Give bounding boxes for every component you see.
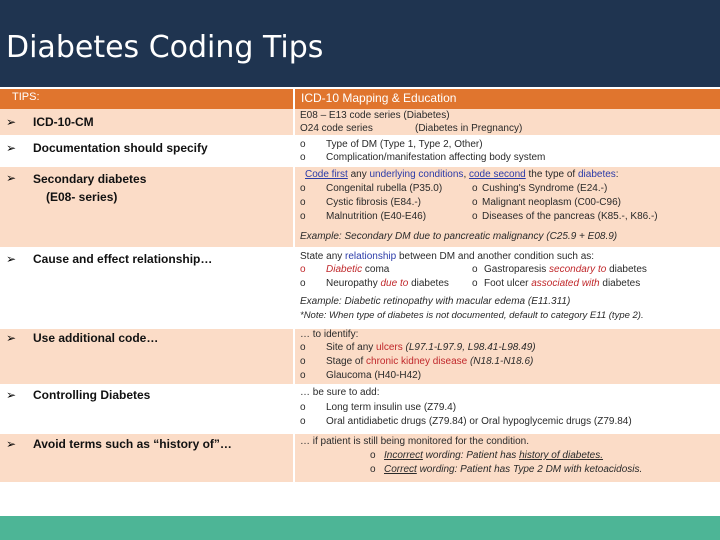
tip-label: Use additional code… [33, 331, 159, 345]
mapping-line: o Incorrect wording: Patient has history of diabetes. [370, 450, 604, 461]
arrow-bullet-icon: ➢ [6, 171, 17, 185]
mapping-header [295, 89, 720, 109]
table-row: ➢ Use additional code… … to identify: o Site of any ulcers (L97.1-L97.9, L98.41-L98.49) o Stage of chronic kidney disease (N18.1-N18.6) o Glaucoma (H40-H42) [0, 329, 720, 384]
arrow-bullet-icon: ➢ [6, 252, 17, 266]
tip-label: Avoid terms such as “history of”… [33, 437, 232, 451]
arrow-bullet-icon: ➢ [6, 437, 17, 451]
mapping-line: Code first any underlying conditions, code second the type of diabetes: [305, 169, 619, 180]
tip-label: Documentation should specify [33, 141, 208, 155]
table-row: ➢ Documentation should specify o Type of DM (Type 1, Type 2, Other) o Complication/manifestation affecting body system [0, 137, 720, 165]
mapping-line: State any relationship between DM and another condition such as: [300, 251, 595, 262]
tips-header-label: TIPS: [12, 91, 40, 103]
mapping-line: o Correct wording: Patient has Type 2 DM with ketoacidosis. [370, 464, 643, 475]
tip-label: Cause and effect relationship… [33, 252, 213, 266]
table-row [0, 109, 720, 135]
mapping-example: Example: Diabetic retinopathy with macular edema (E11.311) [300, 296, 571, 307]
arrow-bullet-icon: ➢ [6, 141, 17, 155]
arrow-bullet-icon: ➢ [6, 115, 17, 129]
arrow-bullet-icon: ➢ [6, 388, 17, 402]
mapping-line: … to identify: [300, 329, 359, 340]
table-row: ➢ Secondary diabetes (E08- series) Code first any underlying conditions, code second the type of diabetes: o Congenital rubella (P35.0) o Cushing's Syndrome (E24.-) o Cystic fibrosis (E84.-) o Malignant neoplasm (C00-C96) o Malnutrition (E40-E46) o Diseases of the pancreas (K85.-, K86.-) Example: Secondary DM due to pancreatic malignancy (C25.9 + E08.9) [0, 167, 720, 247]
mapping-line: E08 – E13 code series (Diabetes) [300, 110, 450, 121]
mapping-line: … if patient is still being monitored for the condition. [300, 436, 530, 447]
mapping-line: O24 code series (Diabetes in Pregnancy) [300, 123, 523, 134]
title-bar [0, 0, 720, 87]
mapping-header-label: ICD-10 Mapping & Education [301, 91, 457, 105]
slide-title: Diabetes Coding Tips [6, 30, 324, 65]
tip-label: Secondary diabetes [33, 172, 147, 186]
mapping-example: Example: Secondary DM due to pancreatic malignancy (C25.9 + E08.9) [300, 231, 618, 242]
tip-label: Controlling Diabetes [33, 388, 151, 402]
tip-sublabel: (E08- series) [46, 190, 118, 204]
mapping-line: … be sure to add: [300, 387, 380, 398]
table-row [0, 434, 720, 482]
arrow-bullet-icon: ➢ [6, 331, 17, 345]
tip-label: ICD-10-CM [33, 115, 94, 129]
table-row: ➢ Controlling Diabetes … be sure to add: o Long term insulin use (Z79.4) o Oral antidiabetic drugs (Z79.84) or Oral hypoglycemic drugs (Z79.84) [0, 386, 720, 432]
tips-header [0, 89, 293, 109]
table-row: ➢ Cause and effect relationship… State any relationship between DM and another condition such as: o Diabetic coma o Gastroparesis secondary to diabetes o Neuropathy due to diabetes o Foot ulcer associated with diabetes Example: Diabetic retinopathy with macular edema (E11.311) *Note: When type of diabetes is not documented, default to category E11 (type 2). [0, 249, 720, 327]
bottom-bar [0, 516, 720, 540]
mapping-note: *Note: When type of diabetes is not documented, default to category E11 (type 2). [300, 310, 644, 321]
